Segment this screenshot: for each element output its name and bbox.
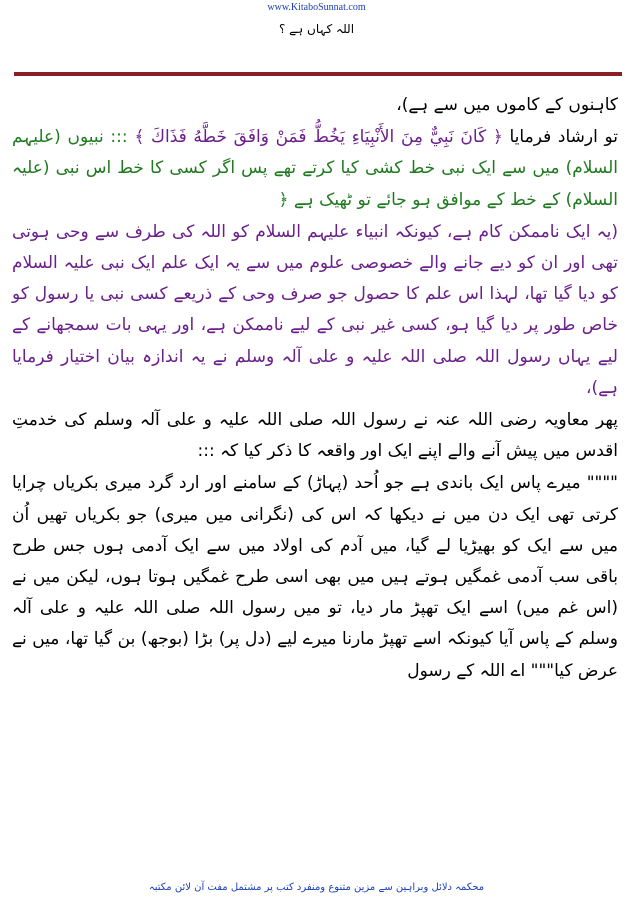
footer-text: محکمہ دلائل وبراہین سے مزین متنوع ومنفرد کتب پر مشتمل مفت آن لائن مکتبہ — [148, 882, 485, 893]
paragraph-2-intro: تو ارشاد فرمایا — [509, 127, 619, 148]
paragraph-5: """" میرے پاس ایک باندی ہے جو اُحد (پہاڑ) کے سامنے اور ارد گرد میری بکریاں چرایا کرتی تھی ایک دن میں نے دیکھا کہ اس کی (نگرانی میں میری) جو بکریاں تھیں اُن میں سے ایک کو بھیڑیا لے گیا، میں آدم کی اولاد میں سے ایک آدمی ہوں جس طرح باقی سب آدمی غمگیں ہوتے ہیں میں بھی اسی طرح غمگیں ہوتا ہوں، لیکن میں نے (اس غم میں) اسے ایک تھپڑ مار دیا، تو میں رسول اللہ صلی اللہ علیہ و علی آلہ وسلم کے پاس آیا کیونکہ اسے تھپڑ مارنا میرے لیے (دل پر) بڑا (بوجھ) بن گیا تھا، میں نے عرض کیا""" اے اللہ کے رسول — [12, 473, 618, 681]
page-body — [12, 90, 618, 687]
paragraph-1: کاہنوں کے کاموں میں سے ہے)، — [396, 95, 618, 115]
paragraph-2 — [12, 122, 618, 216]
paragraph-3: (یہ ایک ناممکن کام ہے، کیونکہ انبیاء علیہم السلام کو اللہ کی طرف سے وحی ہوتی تھی اور ان کو دیے جانے والے خصوصی علوم میں سے یہ ایک علم ایک نبی علیہ السلام کو دیا گیا تھا، لہذا اس علم کا حصول جو صرف وحی کے ذریعے کسی نبی یا رسول کو خاص طور پر دیا گیا ہو، کسی غیر نبی کے لیے ناممکن ہے، اور یہی بات سمجھانے کے لیے یہاں رسول اللہ صلی اللہ علیہ و علی آلہ وسلم نے یہ اندازہ بیان اختیار فرمایا ہے)، — [12, 221, 618, 398]
site-url: www.KitaboSunnat.com — [267, 2, 366, 13]
header-divider — [14, 72, 622, 76]
paragraph-4: پھر معاویہ رضی اللہ عنہ نے رسول اللہ صلی اللہ علیہ و علی آلہ وسلم کی خدمتِ اقدس میں پیش آنے والے اپنے ایک اور واقعہ کا ذکر کیا کہ ::: — [12, 410, 618, 462]
page-title: اللہ کہاں ہے ؟ — [278, 22, 355, 36]
hadith-arabic: ﴿ كَانَ نَبِيٌّ مِنَ الأَنْبِيَاءِ يَخُطُّ فَمَنْ وَافَقَ خَطَّهُ فَذَاكَ ﴾ — [134, 127, 503, 148]
hadith-translation: ::: نبیوں (علیہم السلام) میں سے ایک نبی خط کشی کیا کرتے تھے پس اگر کسی کا خط اس نبی (علیہ السلام) کے خط کے موافق ہو جائے تو ٹھیک ہے ﴿ — [12, 127, 618, 210]
